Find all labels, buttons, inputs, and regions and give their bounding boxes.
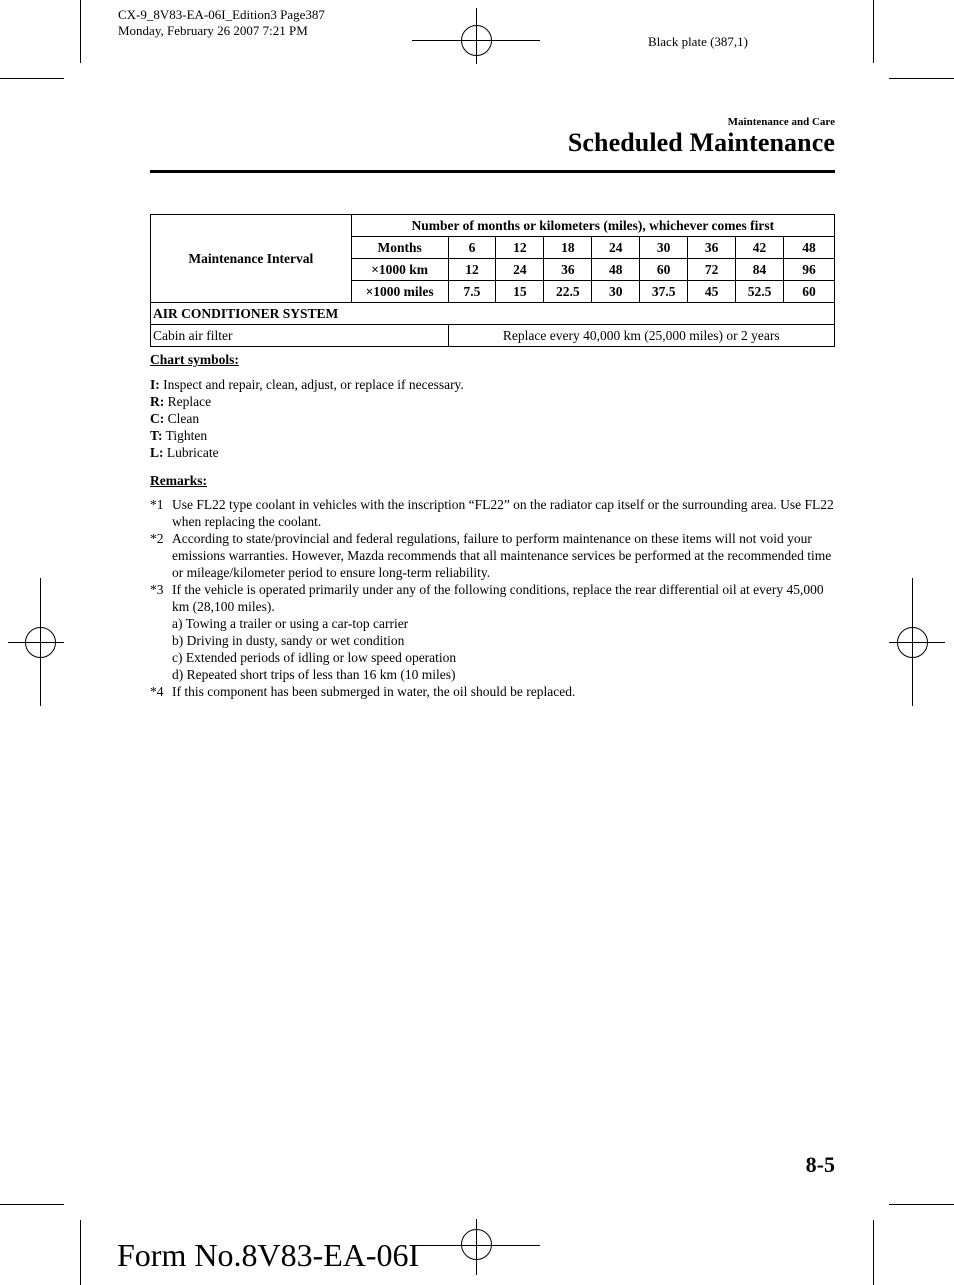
- section-label: Maintenance and Care: [727, 116, 835, 128]
- system-heading: AIR CONDITIONER SYSTEM: [151, 303, 835, 325]
- table-cell: 30: [640, 237, 688, 259]
- symbol-item: C: Clean: [150, 411, 200, 426]
- symbol-item: T: Tighten: [150, 428, 208, 443]
- table-cell: 37.5: [640, 281, 688, 303]
- table-cell: 72: [688, 259, 736, 281]
- condition-item: d) Repeated short trips of less than 16 km (10 miles): [172, 667, 456, 682]
- maintenance-table: [150, 214, 835, 347]
- table-cell: 22.5: [544, 281, 592, 303]
- title-rule: [150, 170, 835, 173]
- table-cell: 36: [544, 259, 592, 281]
- interval-label: Maintenance Interval: [151, 215, 352, 303]
- table-cell: 18: [544, 237, 592, 259]
- table-cell: 12: [496, 237, 544, 259]
- table-cell: 48: [592, 259, 640, 281]
- symbol-item: R: Replace: [150, 394, 212, 409]
- table-cell: 6: [448, 237, 496, 259]
- table-cell: 60: [783, 281, 834, 303]
- condition-item: b) Driving in dusty, sandy or wet condition: [172, 633, 405, 648]
- page-title: Scheduled Maintenance: [567, 128, 835, 157]
- print-info-date: Monday, February 26 2007 7:21 PM: [118, 23, 308, 38]
- print-info-file: CX-9_8V83-EA-06I_Edition3 Page387: [118, 7, 325, 22]
- symbol-item: L: Lubricate: [150, 445, 219, 460]
- table-cell: 24: [496, 259, 544, 281]
- table-cell: 60: [640, 259, 688, 281]
- remark-item: *3 If the vehicle is operated primarily under any of the following conditions, replace the rear differential oil at every 45,000 km (28,100 miles).: [150, 582, 824, 614]
- table-cell: 52.5: [736, 281, 784, 303]
- chart-symbols: [150, 351, 835, 461]
- item-name: Cabin air filter: [151, 325, 449, 347]
- remark-item: *2 According to state/provincial and federal regulations, failure to perform maintenance on these items will not void your emissions warranties. However, Mazda recommends that all maintenance services be performed at the recommended time or mileage/kilometer period to ensure long-term reliability.: [150, 531, 832, 580]
- table-cell: 15: [496, 281, 544, 303]
- page-number: 8-5: [805, 1152, 835, 1177]
- form-number: Form No.8V83-EA-06I: [117, 1237, 420, 1273]
- table-cell: 12: [448, 259, 496, 281]
- table-cell: 24: [592, 237, 640, 259]
- table-row: [151, 325, 835, 347]
- row-label: ×1000 miles: [351, 281, 448, 303]
- print-info: [118, 7, 325, 39]
- table-cell: 84: [736, 259, 784, 281]
- remarks: [150, 472, 835, 700]
- condition-item: a) Towing a trailer or using a car-top carrier: [172, 616, 409, 631]
- table-cell: 48: [783, 237, 834, 259]
- table-cell: 7.5: [448, 281, 496, 303]
- table-cell: 96: [783, 259, 834, 281]
- remark-item: *4 If this component has been submerged in water, the oil should be replaced.: [150, 684, 576, 699]
- remarks-heading: Remarks:: [150, 473, 207, 488]
- row-label: ×1000 km: [351, 259, 448, 281]
- item-schedule: Replace every 40,000 km (25,000 miles) or 2 years: [448, 325, 834, 347]
- symbol-item: I: Inspect and repair, clean, adjust, or replace if necessary.: [150, 377, 464, 392]
- condition-item: c) Extended periods of idling or low speed operation: [172, 650, 457, 665]
- remark-item: *1 Use FL22 type coolant in vehicles with the inscription “FL22” on the radiator cap itself or the surrounding area. Use FL22 when replacing the coolant.: [150, 497, 834, 529]
- table-row: [151, 303, 835, 325]
- table-cell: 36: [688, 237, 736, 259]
- span-header: Number of months or kilometers (miles), whichever comes first: [351, 215, 834, 237]
- table-cell: 45: [688, 281, 736, 303]
- row-label: Months: [351, 237, 448, 259]
- plate-label: Black plate (387,1): [648, 34, 748, 49]
- table-cell: 42: [736, 237, 784, 259]
- table-row: [151, 215, 835, 237]
- table-cell: 30: [592, 281, 640, 303]
- chart-symbols-heading: Chart symbols:: [150, 352, 239, 367]
